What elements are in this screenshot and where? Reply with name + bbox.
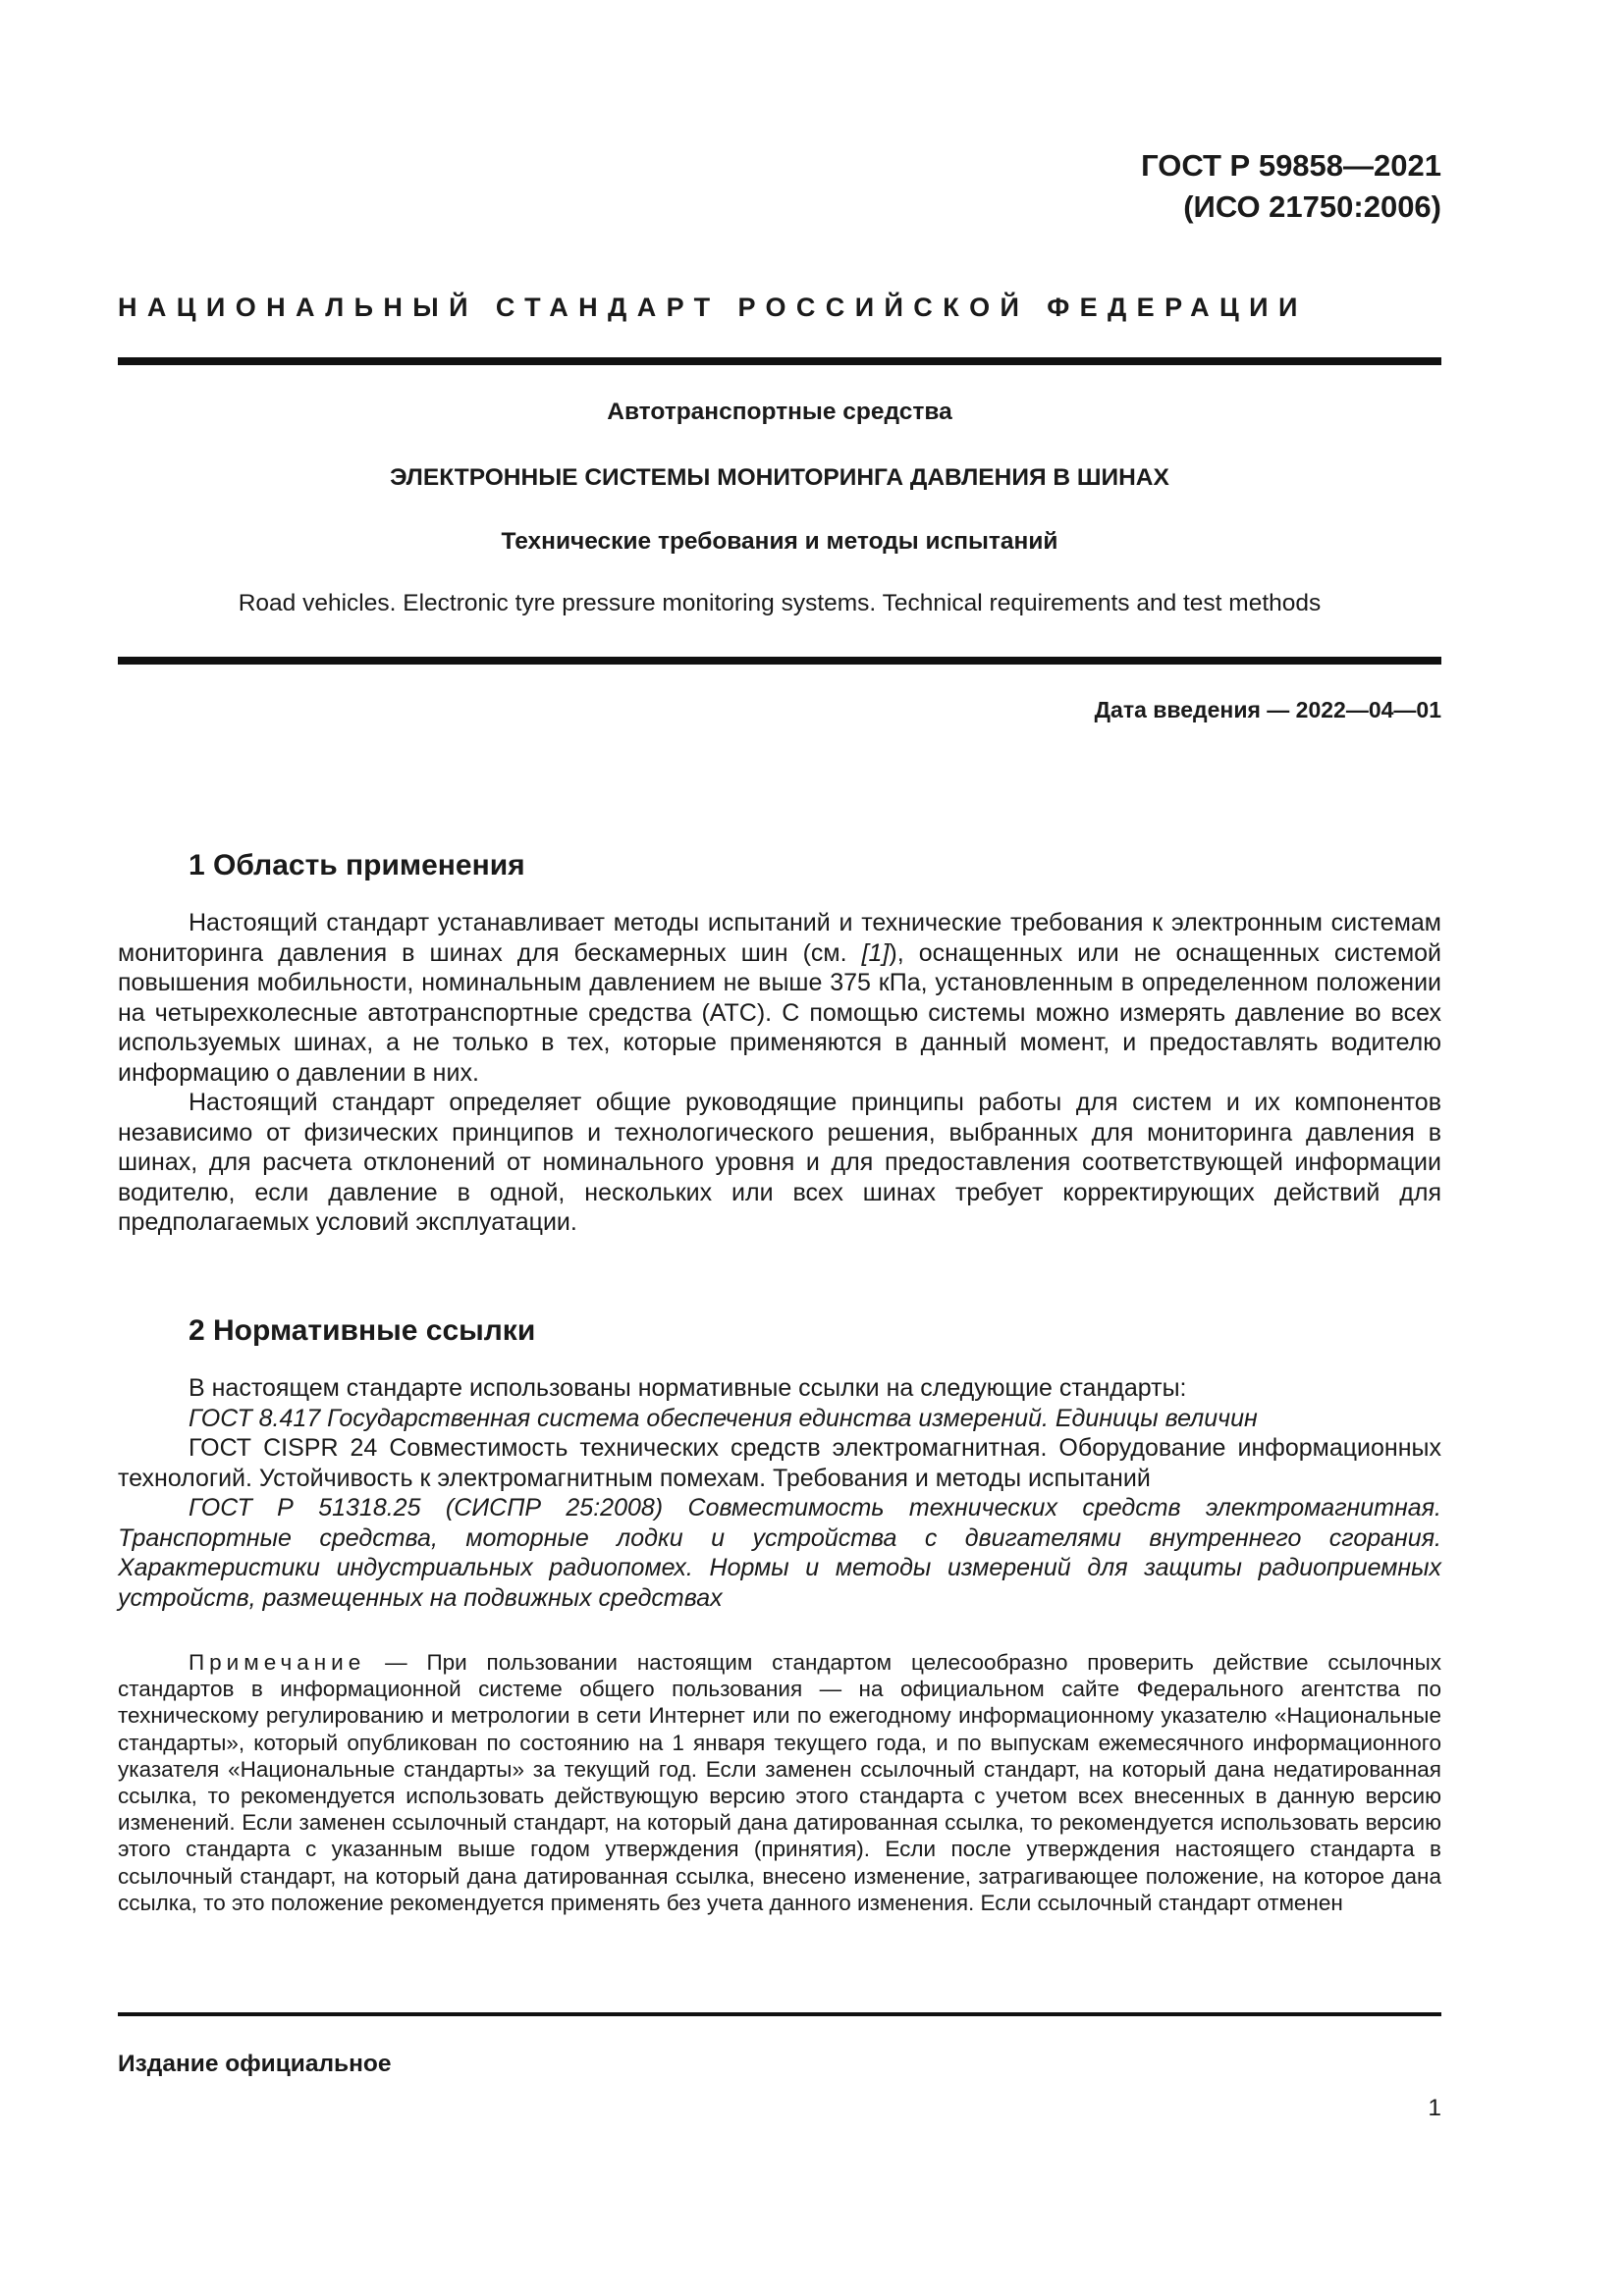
title-main: ЭЛЕКТРОННЫЕ СИСТЕМЫ МОНИТОРИНГА ДАВЛЕНИЯ В ШИНАХ bbox=[390, 464, 1169, 491]
section-1-paragraph-2: Настоящий стандарт определяет общие руководящие принципы работы для систем и их компонентов независимо от физических принципов и технологического решения, выбранных для мониторинга давления в шинах, для расчета отклонений от номинального уровня и для предоставления соответствующей информации водителю, если давление в одной, нескольких или всех шинах требует корректирующих действий для предполагаемых условий эксплуатации. bbox=[118, 1089, 1441, 1236]
reference-gost-r-51318-25: ГОСТ Р 51318.25 (СИСПР 25:2008) Совместимость технических средств электромагнитная. Транспортные средства, моторные лодки и устройства с двигателями внутреннего сгорания. Характеристики индустриальных радиопомех. Нормы и методы измерений для защиты радиоприемных устройств, размещенных на подвижных средствах bbox=[118, 1494, 1441, 1612]
section-1-heading: 1 Область применения bbox=[189, 849, 525, 881]
section-2-intro: В настоящем стандарте использованы нормативные ссылки на следующие стандарты: bbox=[189, 1374, 1187, 1402]
reference-gost-cispr-24: ГОСТ CISPR 24 Совместимость технических средств электромагнитная. Оборудование информационных технологий. Устойчивость к электромагнитным помехам. Требования и методы испытаний bbox=[118, 1434, 1441, 1492]
section-1-body bbox=[118, 908, 1441, 1238]
official-edition-label: Издание официальное bbox=[118, 2051, 392, 2077]
title-group: Автотранспортные средства bbox=[607, 399, 952, 425]
reference-gost-8-417: ГОСТ 8.417 Государственная система обеспечения единства измерений. Единицы величин bbox=[189, 1404, 1258, 1432]
note-label: Примечание bbox=[189, 1650, 366, 1675]
introduction-date: Дата введения — 2022—04—01 bbox=[1094, 697, 1441, 722]
title-bottom-rule bbox=[118, 657, 1441, 665]
note-text: — При пользовании настоящим стандартом целесообразно проверить действие ссылочных стандартов в информационной системе общего пользования — на официальном сайте Федерального агентства по техническому регулированию и метрологии в сети Интернет или по ежегодному информационному указателю «Национальные стандарты», который опубликован по состоянию на 1 января текущего года, и по выпускам ежемесячного информационного указателя «Национальные стандарты» за текущий год. Если заменен ссылочный стандарт, на который дана недатированная ссылка, то рекомендуется использовать действующую версию этого стандарта с учетом всех внесенных в данную версию изменений. Если заменен ссылочный стандарт, на который дана датированная ссылка, то рекомендуется использовать версию этого стандарта с указанным выше годом утверждения (принятия). Если после утверждения настоящего стандарта в ссылочный стандарт, на который дана датированная ссылка, внесено изменение, затрагивающее положение, на которое дана ссылка, то это положение рекомендуется применять без учета данного изменения. Если ссылочный стандарт отменен bbox=[118, 1650, 1441, 1915]
page-number: 1 bbox=[1428, 2095, 1441, 2121]
bibliography-reference: [1] bbox=[861, 938, 890, 967]
title-sub: Технические требования и методы испытаний bbox=[501, 528, 1058, 555]
title-english: Road vehicles. Electronic tyre pressure monitoring systems. Technical requirements and test methods bbox=[238, 590, 1322, 616]
section-1-paragraph-1: Настоящий стандарт устанавливает методы испытаний и технические требования к электронным системам мониторинга давления в шинах для бескамерных шин (см. [1]), оснащенных или не оснащенных системой повышения мобильности, номинальным давлением не выше 375 кПа, установленным в определенном положении на четырехколесные автотранспортные средства (АТС). С помощью системы можно измерять давление во всех используемых шинах, а не только в тех, которые применяются в данный момент, и предоставлять водителю информацию о давлении в них. bbox=[118, 909, 1441, 1087]
section-2-heading: 2 Нормативные ссылки bbox=[189, 1314, 536, 1347]
standard-number: ГОСТ Р 59858—2021 bbox=[1141, 148, 1441, 183]
section-2-note bbox=[118, 1649, 1441, 1916]
standard-designation bbox=[1141, 145, 1441, 228]
national-standard-banner: НАЦИОНАЛЬНЫЙ СТАНДАРТ РОССИЙСКОЙ ФЕДЕРАЦИИ bbox=[118, 293, 1308, 322]
section-2-body bbox=[118, 1373, 1441, 1613]
iso-number: (ИСО 21750:2006) bbox=[1183, 189, 1441, 224]
footer-rule bbox=[118, 2012, 1441, 2016]
top-rule bbox=[118, 357, 1441, 365]
